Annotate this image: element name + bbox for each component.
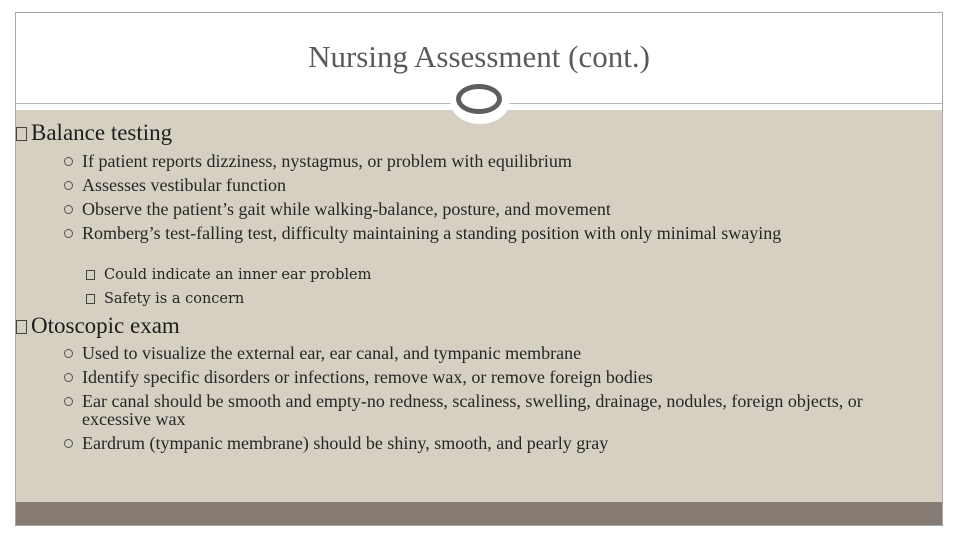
- oval-ornament-icon: [456, 84, 502, 114]
- circle-bullet-icon: [64, 205, 73, 214]
- footer-band: [16, 502, 942, 525]
- list-item: Ear canal should be smooth and empty-no redness, scaliness, swelling, drainage, nodules, foreign objects, or excessive wax: [62, 392, 882, 428]
- balance-testing-sublist: [86, 267, 371, 315]
- list-item: Eardrum (tympanic membrane) should be shiny, smooth, and pearly gray: [62, 434, 912, 452]
- circle-bullet-icon: [64, 181, 73, 190]
- sublist-item: Could indicate an inner ear problem: [86, 267, 371, 283]
- square-bullet-icon: [86, 294, 95, 304]
- circle-bullet-icon: [64, 439, 73, 448]
- circle-bullet-icon: [64, 349, 73, 358]
- section-heading-balance: [16, 120, 172, 146]
- section-heading-text: Otoscopic exam: [31, 313, 180, 338]
- balance-testing-list: [62, 152, 912, 248]
- list-item: Identify specific disorders or infections, remove wax, or remove foreign bodies: [62, 368, 912, 386]
- slide-title: Nursing Assessment (cont.): [308, 39, 650, 74]
- circle-bullet-icon: [64, 157, 73, 166]
- square-bullet-icon: [16, 320, 27, 334]
- list-item: Assesses vestibular function: [62, 176, 912, 194]
- list-item: Used to visualize the external ear, ear canal, and tympanic membrane: [62, 344, 912, 362]
- sublist-item: Safety is a concern: [86, 291, 371, 307]
- list-item: If patient reports dizziness, nystagmus, or problem with equilibrium: [62, 152, 912, 170]
- otoscopic-exam-list: [62, 344, 912, 458]
- section-heading-text: Balance testing: [31, 120, 173, 145]
- section-heading-otoscopic: [16, 313, 180, 339]
- list-item: Romberg’s test-falling test, difficulty maintaining a standing position with only minimal swaying: [62, 224, 862, 242]
- square-bullet-icon: [16, 127, 27, 141]
- square-bullet-icon: [86, 270, 95, 280]
- circle-bullet-icon: [64, 229, 73, 238]
- list-item: Observe the patient’s gait while walking-balance, posture, and movement: [62, 200, 912, 218]
- circle-bullet-icon: [64, 397, 73, 406]
- circle-bullet-icon: [64, 373, 73, 382]
